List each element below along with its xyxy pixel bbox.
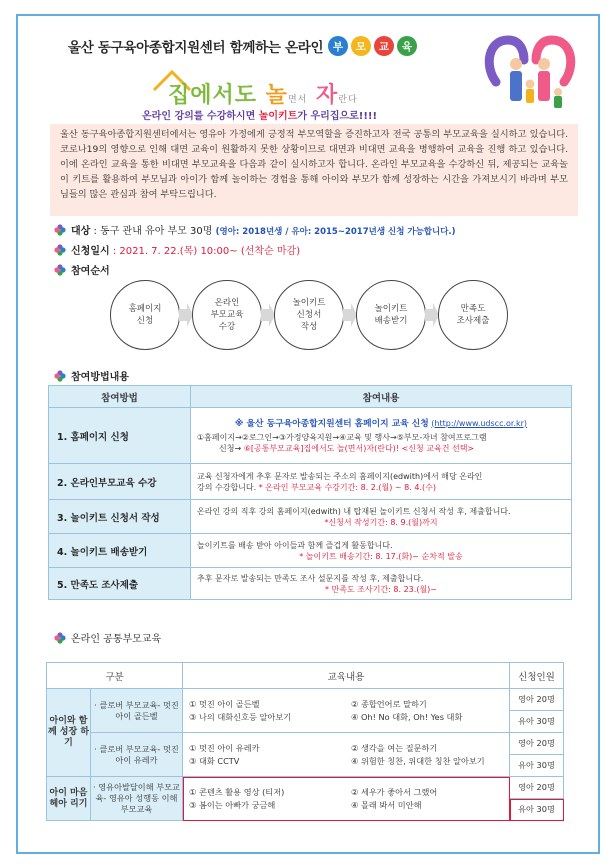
participation-steps <box>110 280 508 350</box>
edu-table <box>46 662 564 821</box>
slogan-part-5: 란다 <box>338 95 358 105</box>
intro-paragraph: 울산 동구육아종합지원센터에서는 영유아 가정에게 긍정적 부모역할을 증진하고자 전국 공통의 부모교육을 실시하고 있습니다. 코로나19의 영향으로 인해 대면 교육이 원활하지 못한 상황이므로 대면과 비대면 교육을 병행하여 교육을 진행 하고 있습니다. 이에 온라인 교육을 통한 비대면 부모교육을 다음과 같이 실시하고자 합니다. 온라인 부모교육을 수강하신 뒤, 제공되는 교육놀이 키트를 활용하여 부모님과 아이가 함께 놀이하는 경험을 통해 아이와 부모가 함께 성장하는 시간을 가져보시기 바라며 부모님들의 많은 관심과 참여 부탁드립니다. <box>50 124 578 216</box>
method-content: 온라인 강의 직후 강의 홈페이지(edwith) 내 탑재된 놀이키트 신청서 작성 후, 제출합니다. *신청서 작성기간: 8. 9.(월)까지 <box>191 500 572 534</box>
sub-slogan-a: 온라인 강의를 수강하시면 <box>142 111 259 122</box>
slogan-part-2: 놀 <box>265 83 288 108</box>
method-name: 3. 놀이키트 신청서 작성 <box>49 500 191 534</box>
arrow-right-icon <box>425 303 439 327</box>
date-label: 신청일시 <box>71 246 110 257</box>
date-row <box>54 242 300 257</box>
target-note: (영아: 2018년생 / 유아: 2015~2017년생 신청 가능합니다.) <box>215 227 456 237</box>
slogan-part-3: 면서 <box>287 95 308 105</box>
method-name: 1. 홈페이지 신청 <box>49 408 191 464</box>
content-col-header: 참여내용 <box>191 386 572 408</box>
table-row <box>47 777 564 799</box>
table-row <box>49 568 572 600</box>
slogan-part-4: 자 <box>307 83 339 108</box>
flower-bullet-icon <box>54 632 66 644</box>
badge-3: 교 <box>374 36 394 56</box>
family-illustration-icon <box>482 30 578 116</box>
arrow-right-icon <box>343 303 357 327</box>
count-toddler: 유아 30명 <box>510 799 564 821</box>
target-text: : 동구 관내 유아 부모 30명 <box>90 226 216 237</box>
table-row <box>47 733 564 755</box>
table-row <box>49 464 572 500</box>
method-table <box>48 385 572 600</box>
method-content: 추후 문자로 발송되는 만족도 조사 설문지를 작성 후, 제출합니다. * 만족도 조사기간: 8. 23.(월)~ <box>191 568 572 600</box>
group-label: 아이와 함께 성장 하기 <box>47 689 91 777</box>
method-content: 교육 신청자에게 추후 문자로 발송되는 주소의 홈페이지(edwith)에서 해당 온라인 강의 수강합니다. * 온라인 부모교육 수강기간: 8. 2.(월) ~ 8. 4.(수) <box>191 464 572 500</box>
table-row <box>49 500 572 534</box>
course-sub: · 클로버 부모교육- 멋진 아이 유레카 <box>91 733 183 777</box>
sub-slogan-c: 가 우리집으로!!!! <box>297 111 378 122</box>
step-4: 놀이키트 배송받기 <box>356 280 426 350</box>
category-col-header: 구분 <box>47 663 183 689</box>
method-content: 놀이키트를 배송 받아 아이들과 함께 즐겁게 활동합니다. * 놀이키트 배송기간: 8. 17.(화)~ 순차적 발송 <box>191 534 572 568</box>
count-infant: 영아 20명 <box>510 689 564 711</box>
method-label: 참여방법내용 <box>71 372 129 383</box>
count-infant: 영아 20명 <box>510 777 564 799</box>
course-content: ① 멋진 아이 골든벨 ② 종합언어로 말하기 ③ 나의 대화신호등 알아보기 ④ Oh! No 대화, Oh! Yes 대화 <box>183 689 510 733</box>
flower-bullet-icon <box>54 264 66 276</box>
content-col-header: 교육내용 <box>183 663 510 689</box>
target-row <box>54 222 456 237</box>
method-name: 5. 만족도 조사제출 <box>49 568 191 600</box>
edu-label: 온라인 공통부모교육 <box>71 634 162 645</box>
flower-bullet-icon <box>54 224 66 236</box>
order-label: 참여순서 <box>71 266 110 277</box>
course-sub: · 영유아발달이해 부모교육- 영유아 성행동 이해 부모교육 <box>91 777 183 821</box>
edu-row <box>54 630 161 645</box>
date-text: : 2021. 7. 22.(목) 10:00~ (선착순 마감) <box>109 246 301 257</box>
page-title: 울산 동구육아종합지원센터 함께하는 온라인 <box>68 40 324 56</box>
group-label: 아이 마음 헤아 리기 <box>47 777 91 821</box>
course-content: ① 멋진 아이 유레카 ② 생각을 여는 질문하기 ③ 대화 CCTV ④ 위험한 칭찬, 위대한 칭찬 알아보기 <box>183 733 510 777</box>
sub-slogan-b: 놀이키트 <box>258 111 298 122</box>
sub-slogan <box>142 107 377 122</box>
method-name: 4. 놀이키트 배송받기 <box>49 534 191 568</box>
flower-bullet-icon <box>54 370 66 382</box>
step-5: 만족도 조사제출 <box>438 280 508 350</box>
count-toddler: 유아 30명 <box>510 755 564 777</box>
step-2: 온라인 부모교육 수강 <box>192 280 262 350</box>
table-row <box>47 689 564 711</box>
course-content: ① 콘텐츠 활용 영상 (티저) ② 세우가 좋아서 그랬어 ③ 봄이는 아빠가 궁금해 ④ 몰래 봐서 미안해 <box>183 777 510 821</box>
method-col-header: 참여방법 <box>49 386 191 408</box>
step-1: 홈페이지 신청 <box>110 280 180 350</box>
method-name: 2. 온라인부모교육 수강 <box>49 464 191 500</box>
order-row <box>54 262 110 277</box>
main-slogan <box>168 78 358 109</box>
step-3: 놀이키트 신청서 작성 <box>274 280 344 350</box>
table-row <box>49 408 572 464</box>
table-row <box>49 534 572 568</box>
flower-bullet-icon <box>54 244 66 256</box>
method-content: ※ 울산 동구육아종합지원센터 홈페이지 교육 신청 (http://www.udscc.or.kr) ①홈페이지→②로그인→③가정양육지원→④교육 및 행사→⑤부모-자녀 참여프로그램 신청→ ⑥[공통부모교육]집에서도 놀(면서)자(란다)! <신청 교육건 선택> <box>191 408 572 464</box>
arrow-right-icon <box>179 303 193 327</box>
badge-1: 부 <box>328 36 348 56</box>
arrow-right-icon <box>261 303 275 327</box>
badge-4: 육 <box>397 36 417 56</box>
course-sub: · 클로버 부모교육- 멋진 아이 골든벨 <box>91 689 183 733</box>
target-label: 대상 <box>71 226 91 237</box>
slogan-part-1: 집에서도 <box>168 83 266 108</box>
method-row <box>54 368 129 383</box>
badge-2: 모 <box>351 36 371 56</box>
count-col-header: 신청인원 <box>510 663 564 689</box>
count-toddler: 유아 30명 <box>510 711 564 733</box>
count-infant: 영아 20명 <box>510 733 564 755</box>
program-badges <box>328 36 417 56</box>
homepage-link[interactable]: (http://www.udscc.or.kr) <box>431 418 528 428</box>
